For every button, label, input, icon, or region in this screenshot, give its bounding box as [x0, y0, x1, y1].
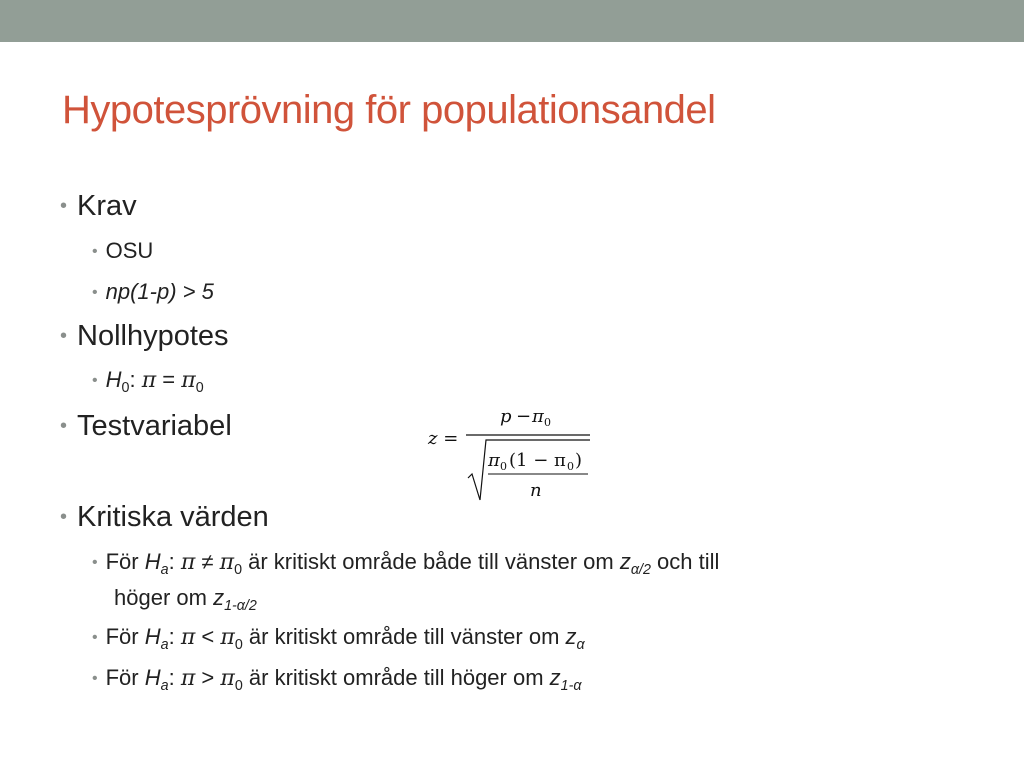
formula-den-pi: π: [488, 450, 500, 471]
bullet-np-condition: [92, 279, 214, 305]
item1-text2: och till: [650, 549, 720, 574]
h0-pi: π: [141, 368, 157, 393]
bullet-osu-label: OSU: [105, 238, 154, 263]
bullet-nollhypotes: [60, 320, 229, 353]
item1-z-sub: α/2: [630, 562, 651, 578]
bullet-nollhypotes-label: Nollhypotes: [77, 320, 229, 352]
item1-pi: π: [180, 550, 196, 575]
item3-text: är kritiskt område till höger om: [242, 665, 550, 690]
bullet-dot: •: [92, 284, 98, 301]
item2-pi0-sub: 0: [234, 637, 243, 653]
bullet-dot: •: [92, 554, 98, 571]
item2-h-sub: a: [160, 637, 169, 653]
bullet-h0: [92, 367, 204, 396]
h0-h: H: [105, 367, 122, 392]
formula-num-p: p: [500, 406, 512, 427]
item1-z: z: [619, 549, 631, 574]
formula-den-sub: 0: [500, 460, 507, 473]
item2-pi: π: [180, 625, 196, 650]
formula-num-minus: −: [516, 406, 532, 427]
item2-z: z: [565, 624, 577, 649]
h0-pi0: π: [181, 368, 196, 393]
item2-for: För: [105, 624, 145, 649]
item2-colon: :: [168, 624, 181, 649]
bullet-dot: •: [92, 372, 98, 389]
item1-colon: :: [168, 549, 181, 574]
item2-z-sub: α: [576, 637, 585, 653]
formula-n: n: [530, 480, 542, 501]
item2-op: <: [195, 624, 221, 649]
bullet-dot: •: [60, 415, 68, 437]
item3-z: z: [549, 665, 561, 690]
formula-den-close: ): [575, 450, 583, 471]
kritiska-item-1: [92, 549, 720, 578]
item3-colon: :: [168, 665, 181, 690]
item3-op: >: [195, 665, 221, 690]
item2-h: H: [144, 624, 161, 649]
slide-title: Hypotesprövning för populationsandel: [62, 88, 716, 132]
bullet-kritiska: [60, 501, 269, 534]
top-bar: [0, 0, 1024, 42]
item3-z-sub: 1-α: [560, 678, 582, 694]
item1-op: ≠: [195, 549, 220, 574]
bullet-dot: •: [92, 670, 98, 687]
h0-pi0-sub: 0: [195, 380, 204, 396]
kritiska-item-1-line2: [114, 585, 257, 614]
item1-for: För: [105, 549, 145, 574]
bullet-dot: •: [60, 195, 68, 217]
item1-pi0: π: [219, 550, 235, 575]
bullet-osu: [92, 238, 153, 264]
bullet-kritiska-label: Kritiska värden: [77, 501, 269, 533]
item2-pi0: π: [220, 625, 235, 650]
item1-z2: z: [213, 585, 225, 610]
kritiska-item-3: [92, 665, 582, 694]
h0-colon: :: [129, 367, 136, 392]
formula-den-paren-sub: 0: [567, 460, 574, 473]
item1-pi0-sub: 0: [234, 562, 243, 578]
np-threshold: > 5: [176, 279, 214, 304]
bullet-dot: •: [92, 629, 98, 646]
item3-h: H: [144, 665, 161, 690]
h0-eq: =: [156, 367, 182, 392]
item3-pi0: π: [220, 666, 235, 691]
item2-text: är kritiskt område till vänster om: [242, 624, 566, 649]
bullet-testvariabel: [60, 410, 232, 443]
kritiska-item-2: [92, 624, 585, 653]
formula-den-paren: (1 − π: [509, 450, 566, 471]
bullet-dot: •: [92, 243, 98, 260]
bullet-dot: •: [60, 506, 68, 528]
item3-for: För: [105, 665, 145, 690]
item1-h: H: [144, 549, 161, 574]
item3-pi: π: [180, 666, 196, 691]
item3-h-sub: a: [160, 678, 169, 694]
bullet-krav-label: Krav: [77, 190, 137, 222]
bullet-dot: •: [60, 325, 68, 347]
formula-num-pi: π: [532, 406, 544, 427]
bullet-krav: [60, 190, 137, 223]
formula-num-sub: 0: [544, 416, 551, 429]
item1-text: är kritiskt område både till vänster om: [242, 549, 620, 574]
h0-sub: 0: [121, 380, 130, 396]
formula-lhs: z =: [428, 428, 459, 449]
item1-h-sub: a: [160, 562, 169, 578]
item3-pi0-sub: 0: [234, 678, 243, 694]
item1-z2-sub: 1-α/2: [224, 598, 257, 614]
item1-line2: höger om: [114, 585, 214, 610]
z-formula: [422, 400, 602, 510]
bullet-testvariabel-label: Testvariabel: [77, 410, 232, 442]
np-expression: np(1-p): [105, 279, 177, 304]
